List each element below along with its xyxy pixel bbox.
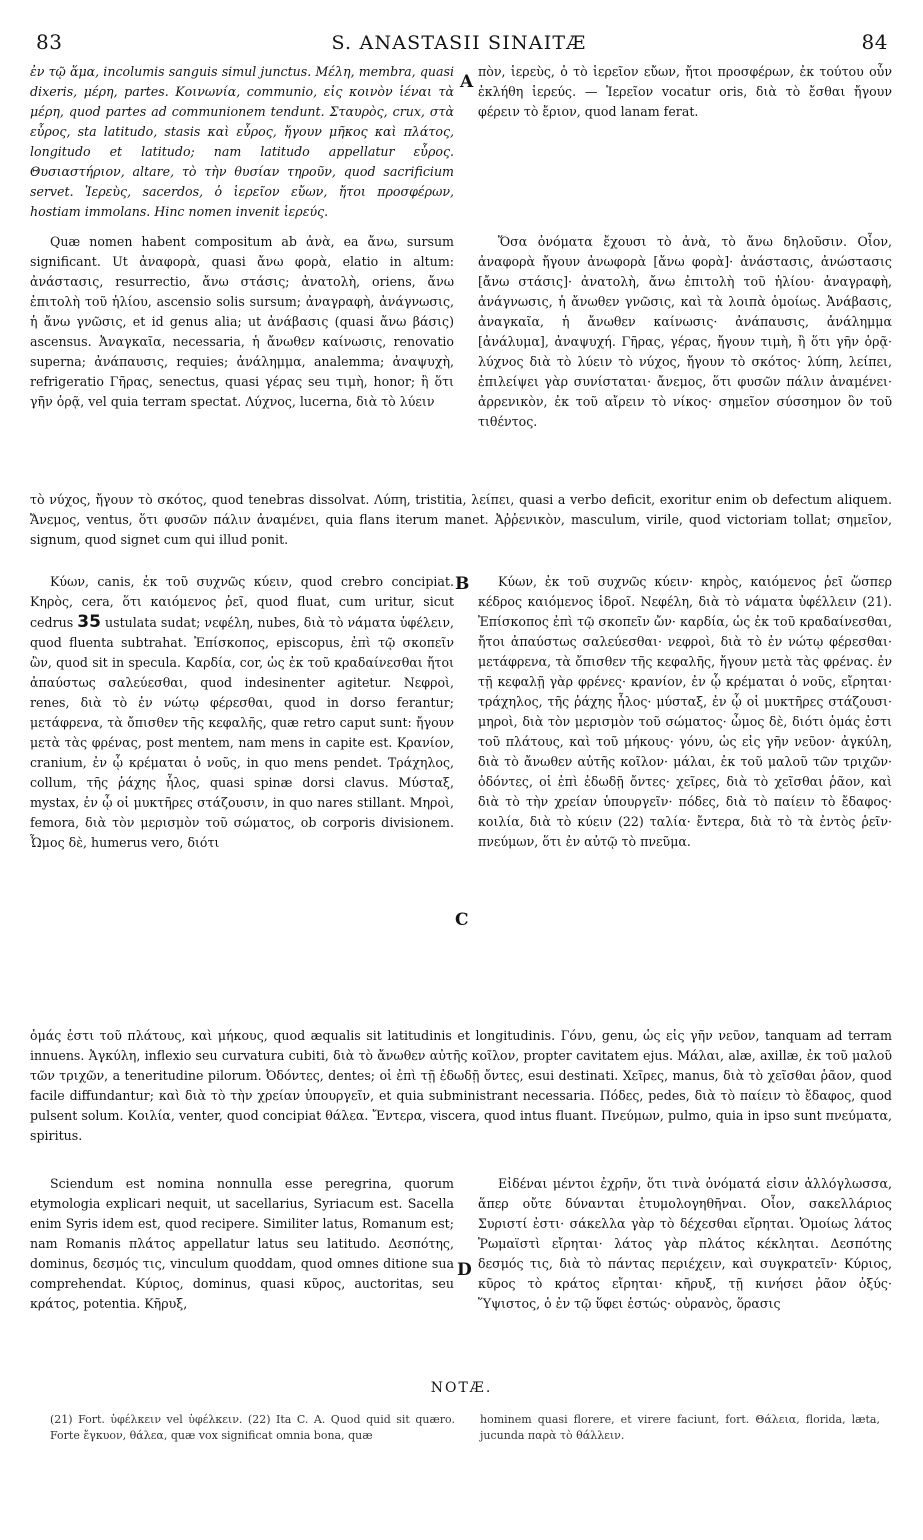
mid-text-2: ὁμάς ἐστι τοῦ πλάτους, καὶ μήκους, quod æqualis sit latitudinis et longitudinis. Γόνυ, genu, ὡς εἰς γῆν νεῦον, tanquam ad terram innuens. Ἀγκύλη, inflexio seu curvatura cubiti, διὰ τὸ ἄνωθεν αὐτῆς κοῖλον, propter cavitatem ejus. Μάλαι, alæ, axillæ, ἐκ τοῦ μαλοῦ τῶν τριχῶν, a teneritudine pilorum. Ὀδόντες, dentes; οἱ ἐπὶ τῇ ἐδωδῇ ὄντες, esui destinati. Χεῖρες, manus, διὰ τὸ χεῖσθαι ῥᾶον, quod facile diffundantur; καὶ διὰ τὸ τὴν χρείαν ὑπουργεῖν, et quia subministrant necessaria. Πόδες, pedes, διὰ τὸ παίειν τὸ ἔδαφος, quod pulsent solum. Κοιλία, venter, quod concipiat θάλεα. Ἔντερα, viscera, quod intus fluant. Πνεύμων, pulmo, quia in ipso sunt πνεύματα, spiritus. xyxy=(30,1028,892,1143)
margin-marker-b: B xyxy=(455,574,470,594)
top-left-text: ἐν τῷ ἅμα, incolumis sanguis simul junctus. Μέλη, membra, quasi dixeris, μέρη, partes. Κοινωνία, communio, εἰς κοινὸν ἰέναι τὰ μέρη, quod partes ad communionem tendunt. Σταυρὸς, crux, στὰ εὖρος, sta latitudo, stasis καὶ εὖρος, ἤγουν μῆκος καὶ πλάτος, longitudo et latitudo; nam latitudo appellatur εὖρος. Θυσιαστήριον, altare, τὸ τὴν θυσίαν τηροῦν, quod sacrificium servet. Ἱερεὺς, sacerdos, ὁ ἱερεῖον εὔων, ἤτοι προσφέρων, hostiam immolans. Hinc nomen invenit ἱερεύς. xyxy=(30,64,454,219)
section-2-greek: Κύων, ἐκ τοῦ συχνῶς κύειν· κηρὸς, καιόμενος ῥεῖ ὥσπερ κέδρος καιόμενος ἱδροῖ. Νεφέλη, διὰ τὸ νάματα ὑφέλλειν (21). Ἐπίσκοπος ἐπὶ τῷ σκοπεῖν ὤν· καρδία, ὡς ἐκ τοῦ κραδαίνεσθαι, ἤτοι ἀπαύστως σαλεύεσθαι· νεφροὶ, διὰ τὸ ἐν νώτῳ φέρεσθαι· μετάφρενα, τὰ ὄπισθεν τῆς κεφαλῆς, ἤγουν μετὰ τὰς φρένας. ἐν τῇ κεφαλῇ γὰρ φρένες· κρανίον, ἐν ᾧ κρέμαται ὁ νοῦς, εἴρηται· τράχηλος, τῆς ῥάχης ἧλος· μύσταξ, ἐν ᾧ οἱ μυκτῆρες στάζουσι· μηροὶ, διὰ τὸν μερισμὸν τοῦ σώματος· ὦμος δὲ, διότι ὁμάς ἐστι τοῦ πλάτους, καὶ τοῦ μήκους· γόνυ, ὡς εἰς γῆν νεῦον· ἀγκύλη, διὰ τὸ ἄνωθεν αὐτῆς κοῖλον· μάλαι, ἐκ τοῦ μαλοῦ τῶν τριχῶν· ὀδόντες, οἱ ἐπὶ ἐδωδῇ ὄντες· χεῖρες, διὰ τὸ χεῖσθαι ῥᾶον, καὶ διὰ τὸ τὴν χρείαν ὑπουργεῖν· πόδες, διὰ τὸ παίειν τὸ ἔδαφος· κοιλία, διὰ τὸ κύειν (22) ταλία· ἔντερα, διὰ τὸ τὰ ἐντὸς ῥεῖν· πνεύμων, ὅτι ἐν αὐτῷ τὸ πνεῦμα. xyxy=(478,574,892,849)
section-3-latin: Sciendum est nomina nonnulla esse peregrina, quorum etymologia explicari nequit, ut sacellarius, Syriacum est. Sacella enim Syris idem est, quod recipere. Similiter latus, Romanum est; nam Romanis πλάτος appellatur latus seu latitudo. Δεσπότης, dominus, δεσμός τις, vinculum quoddam, quod omnes ditione sua comprehendat. Κύριος, dominus, quasi κῦρος, auctoritas, seu κράτος, potentia. Κῆρυξ, xyxy=(30,1176,454,1311)
section-1-greek: Ὅσα ὀνόματα ἔχουσι τὸ ἀνὰ, τὸ ἄνω δηλοῦσιν. Οἷον, ἀναφορὰ ἤγουν ἀνωφορὰ [ἄνω φορὰ]· ἀνάστασις, ἀνώστασις [ἄνω στάσις]· ἀνατολὴ, ἄνω ἐπιτολὴ τοῦ ἡλίου· ἀναγραφὴ, ἀνάγνωσις, ἡ ἄνωθεν γνῶσις, καὶ τὰ λοιπὰ ὁμοίως. Ἀνάβασις, ἀναγκαῖα, ἡ ἄνωθεν καίνωσις· ἀνάπαυσις, ἀνάλημμα [ἀνάλυμα], ἀναψυχή. Γῆρας, γέρας, ἤγουν τιμὴ, ἢ ὅτι γῆν ὁρᾷ· λύχνος διὰ τὸ λύειν τὸ νύχος, ἤγουν τὸ σκότος· λύπη, λείπει, ἐπιλείψει γὰρ συνίσταται· ἄνεμος, ὅτι φυσῶν πάλιν ἀναμένει· ἀρρενικὸν, ἐκ τοῦ αἴρειν τὸ νίκος· σημεῖον σύσσημον ὂν τοῦ τιθέντος. xyxy=(478,234,892,429)
section-3-greek: Εἰδέναι μέντοι ἐχρῆν, ὅτι τινὰ ὀνόματά εἰσιν ἀλλόγλωσσα, ἅπερ οὔτε δύνανται ἐτυμολογηθῆναι. Οἷον, σακελλάριος Συριστί ἐστι· σάκελλα γὰρ τὸ δέχεσθαι εἴρηται. Ὁμοίως λάτος Ῥωμαϊστὶ εἴρηται· λάτος γὰρ πλάτος κέκληται. Δεσπότης δεσμός τις, διὰ τὸ πάντας περιέχειν, καὶ συγκρατεῖν· Κύριος, κῦρος τὸ κράτος εἴρηται· κῆρυξ, τῇ κινήσει ῥᾶον ὀξύς· Ὕψιστος, ὁ ἐν τῷ ὕφει ἑστώς· οὐρανὸς, ὅρασις xyxy=(478,1176,892,1311)
section-3 xyxy=(30,1174,892,1364)
full-width-text-2 xyxy=(30,1026,892,1166)
margin-marker-c: C xyxy=(455,910,469,930)
full-width-text-1 xyxy=(30,490,892,570)
margin-marker-a: A xyxy=(460,72,474,92)
top-block xyxy=(30,62,892,232)
section-1-latin: Quæ nomen habent compositum ab ἀνὰ, ea ἄνω, sursum significant. Ut ἀναφορὰ, quasi ἄνω φορὰ, elatio in altum: ἀνάστασις, resurrectio, ἄνω στάσις; ἀνατολὴ, oriens, ἄνω ἐπιτολὴ τοῦ ἡλίου, ascensio solis sursum; ἀναγραφὴ, ἀνάγνωσις, ἡ ἄνω γνῶσις, et id genus alia; ut ἀνάβασις (quasi ἄνω βάσις) ascensus. Ἀναγκαῖα, necessaria, ἡ ἄνωθεν καίνωσις, renovatio superna; ἀνάπαυσις, requies; ἀνάλημμα, analemma; ἀναψυχὴ, refrigeratio Γῆρας, senectus, quasi γέρας seu τιμὴ, honor; ἢ ὅτι γῆν ὁρᾷ, vel quia terram spectat. Λύχνος, lucerna, διὰ τὸ λύειν xyxy=(30,234,454,409)
footnote-right: hominem quasi florere, et virere faciunt, fort. Θάλεια, florida, læta, jucunda παρὰ τὸ θάλλειν. xyxy=(480,1413,880,1442)
mid-text-1: τὸ νύχος, ἤγουν τὸ σκότος, quod tenebras dissolvat. Λύπη, tristitia, λείπει, quasi a verbo deficit, exoritur enim ob defectum aliquem. Ἄνεμος, ventus, ὅτι φυσῶν πάλιν ἀναμένει, quia flans iterum manet. Ἀῤῥενικὸν, masculum, virile, quod victoriam tollat; σημεῖον, signum, quod signet cum qui illud ponit. xyxy=(30,492,892,547)
footnote-left: (21) Fort. ὑφέλκειν vel ὑφέλκειν. (22) Ita C. A. Quod quid sit quæro. Forte ἔγκυον, θάλεα, quæ vox significat omnia bona, quæ xyxy=(50,1413,455,1442)
page-number-left: 83 xyxy=(36,30,63,54)
notes-heading: NOTÆ. xyxy=(430,1380,493,1396)
margin-marker-d: D xyxy=(457,1260,472,1280)
section-1 xyxy=(30,232,892,488)
page-header xyxy=(30,30,888,60)
running-title: S. ANASTASII SINAITÆ xyxy=(331,32,587,54)
column-number: 35 xyxy=(77,612,101,632)
section-2 xyxy=(30,572,892,1022)
top-right-text: πὸν, ἱερεὺς, ὁ τὸ ἱερεῖον εὔων, ἤτοι προσφέρων, ἐκ τούτου οὖν ἐκλήθη ἱερεύς. — Ἱερεῖον vocatur oris, διὰ τὸ ἔσθαι ἤγουν φέρειν τὸ ἔριον, quod lanam ferat. xyxy=(478,64,892,119)
section-2-latin: Κύων, canis, ἐκ τοῦ συχνῶς κύειν, quod crebro concipiat. Κηρὸς, cera, ὅτι καιόμενος ῥεῖ, quod fluat, cum uritur, sicut cedrus 35 ustulata sudat; νεφέλη, nubes, διὰ τὸ νάματα ὑφέλειν, quod fluenta subtrahat. Ἐπίσκοπος, episcopus, ἐπὶ τῷ σκοπεῖν ὢν, quod sit in specula. Καρδία, cor, ὡς ἐκ τοῦ κραδαίνεσθαι ἤτοι ἀπαύστως σαλεύεσθαι, quod indesinenter agitetur. Νεφροὶ, renes, διὰ τὸ ἐν νώτῳ φέρεσθαι, quod in dorso ferantur; μετάφρενα, τὰ ὄπισθεν τῆς κεφαλῆς, quæ retro caput sunt: ἤγουν μετὰ τὰς φρένας, post mentem, nam mens in capite est. Κρανίον, cranium, ἐν ᾧ κρέμαται ὁ νοῦς, in quo mens pendet. Τράχηλος, collum, τῆς ῥάχης ἧλος, quasi spinæ dorsi clavus. Μύσταξ, mystax, ἐν ᾧ οἱ μυκτῆρες στάζουσιν, in quo nares stillant. Μηροὶ, femora, διὰ τὸν μερισμὸν τοῦ σώματος, ob corporis divisionem. Ὦμος δὲ, humerus vero, διότι xyxy=(30,574,454,850)
page-number-right: 84 xyxy=(861,30,888,54)
